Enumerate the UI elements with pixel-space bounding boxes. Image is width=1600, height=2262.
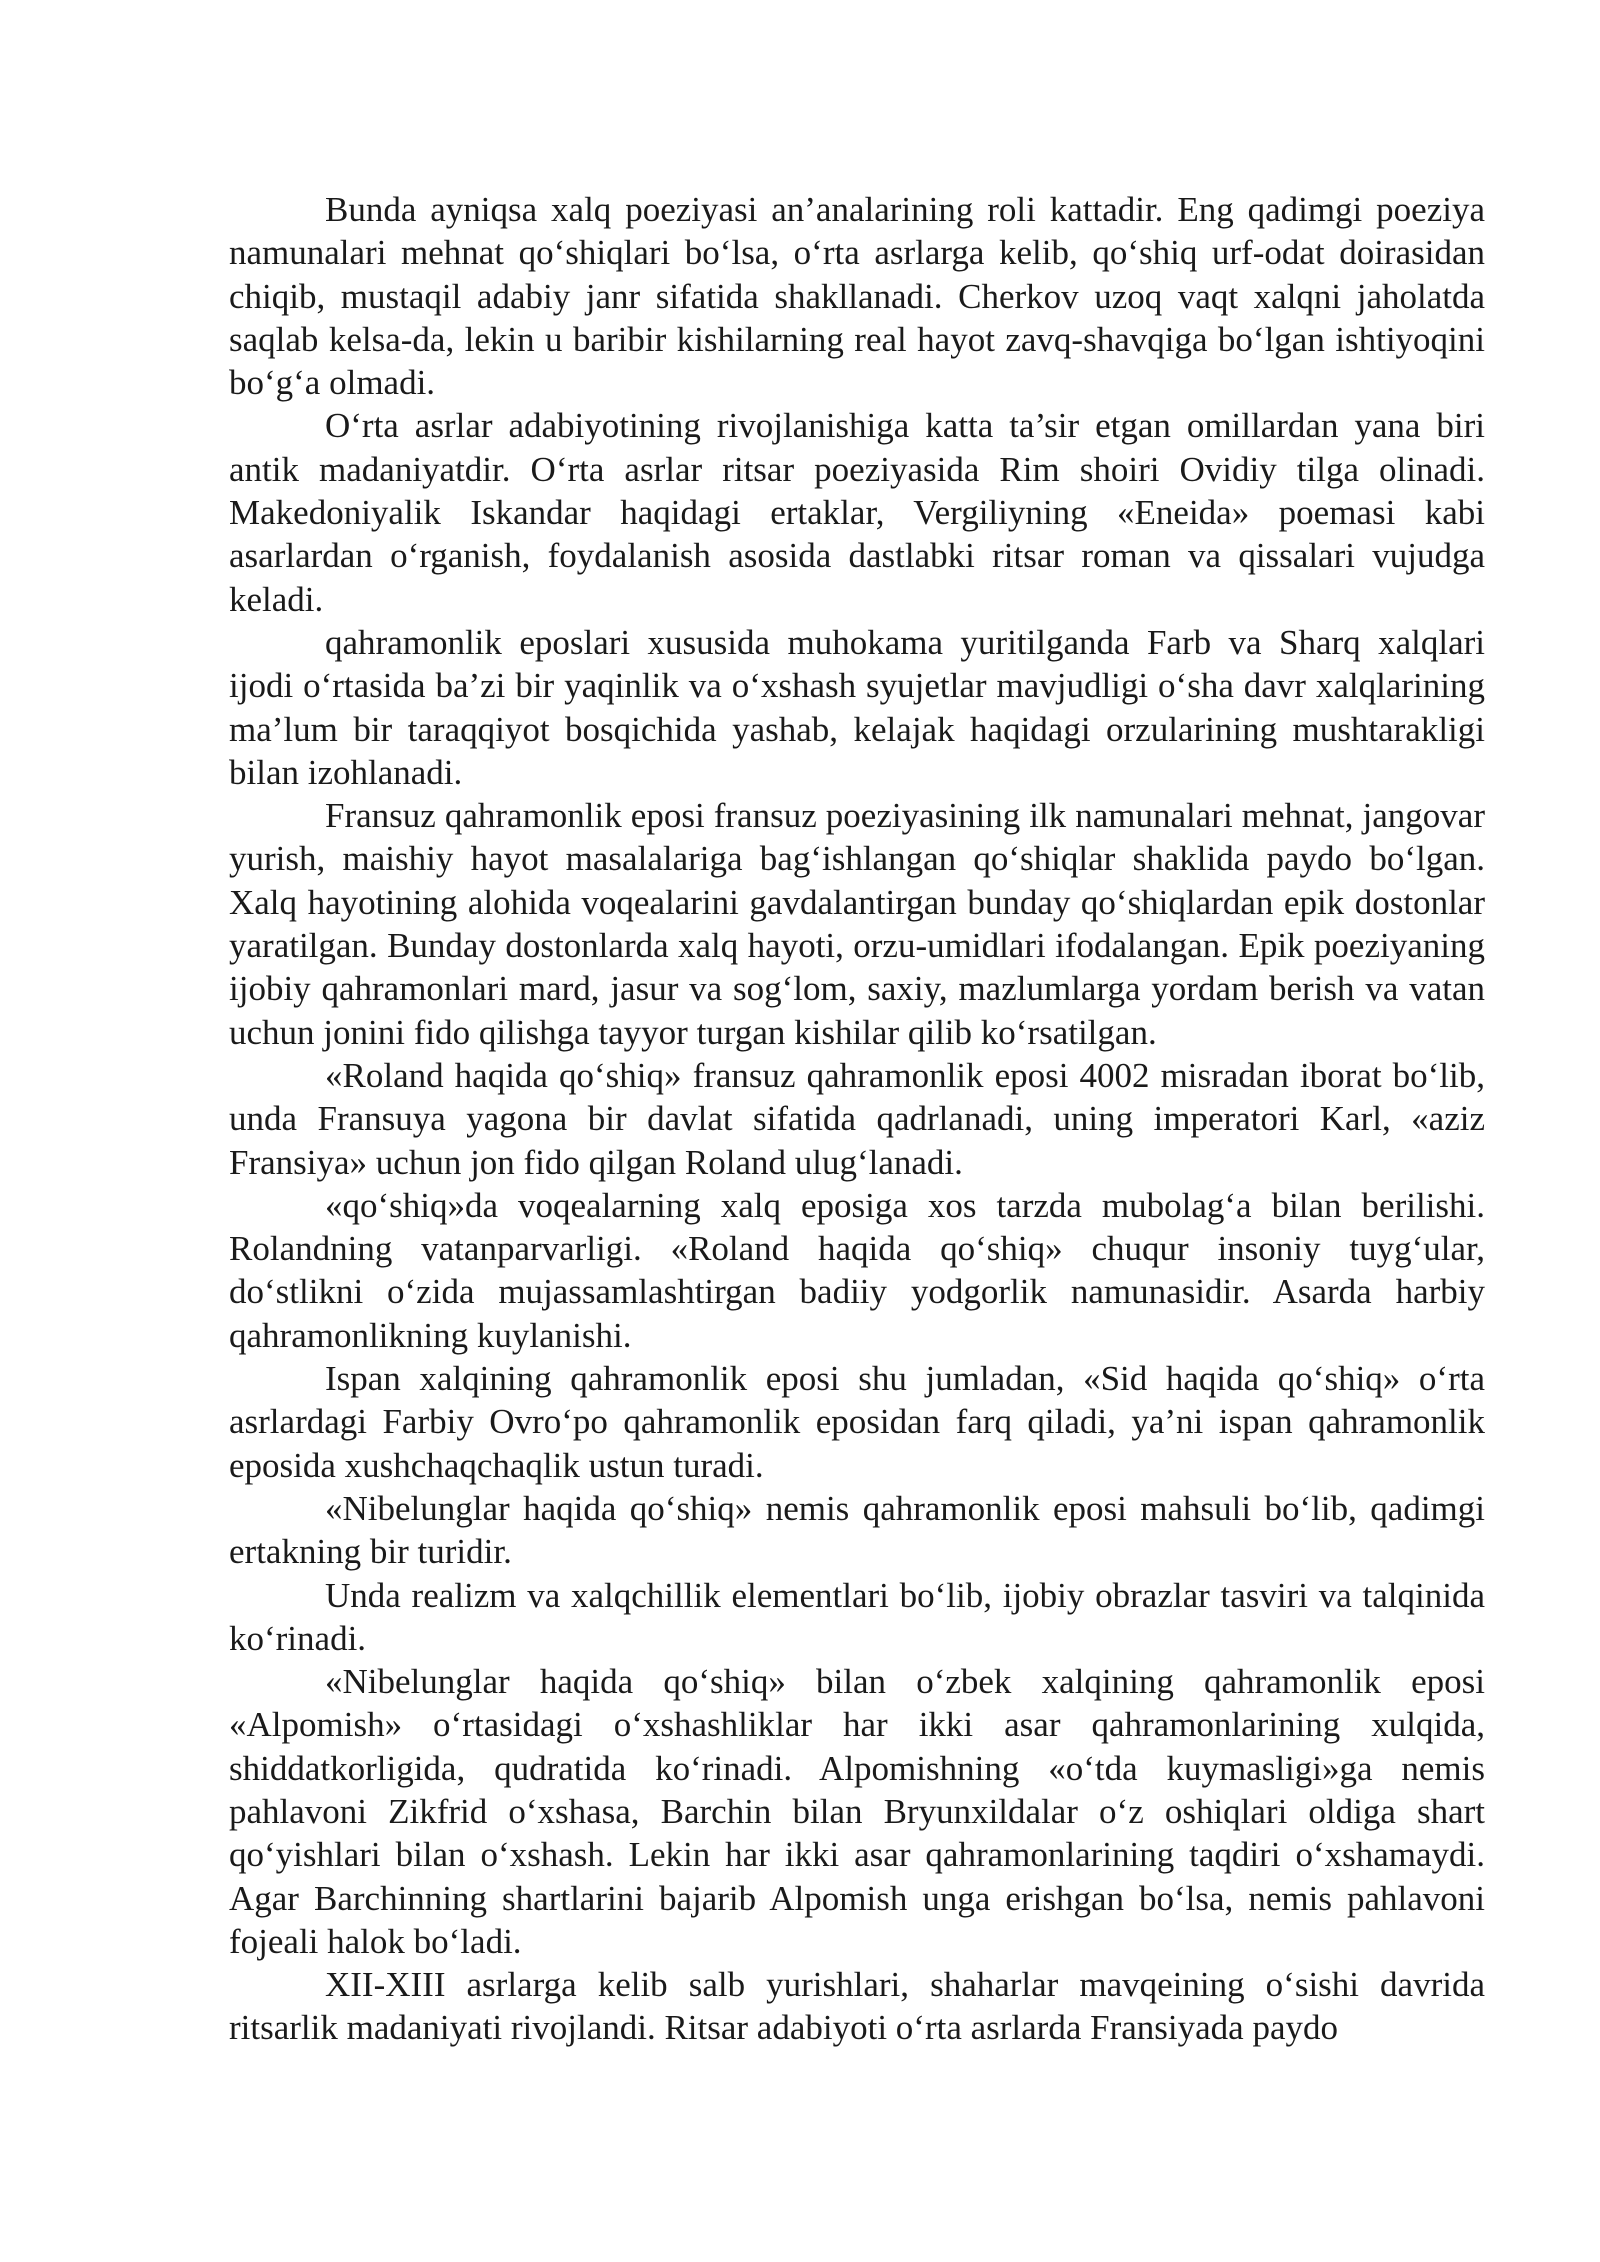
paragraph-4: Fransuz qahramonlik eposi fransuz poeziyasining ilk namunalari mehnat, jangovar yurish, maishiy hayot masalalariga bag‘ishlangan qo‘shiqlar shaklida paydo bo‘lgan. Xalq hayotining alohida voqealarini gavdalantirgan bunday qo‘shiqlardan epik dostonlar yaratilgan. Bunday dostonlarda xalq hayoti, orzu-umidlari ifodalangan. Epik poeziyaning ijobiy qahramonlari mard, jasur va sog‘lom, saxiy, mazlumlarga yordam berish va vatan uchun jonini fido qilishga tayyor turgan kishilar qilib ko‘rsatilgan.: [229, 796, 1485, 1052]
paragraph-5: «Roland haqida qo‘shiq» fransuz qahramonlik eposi 4002 misradan iborat bo‘lib, unda Fransuya yagona bir davlat sifatida qadrlanadi, uning imperatori Karl, «aziz Fransiya» uchun jon fido qilgan Roland ulug‘lanadi.: [229, 1055, 1485, 1182]
paragraph-1: Bunda ayniqsa xalq poeziyasi an’analarining roli kattadir. Eng qadimgi poeziya namunalari mehnat qo‘shiqlari bo‘lsa, o‘rta asrlarga kelib, qo‘shiq urf-odat doirasidan chiqib, mustaqil adabiy janr sifatida shakllanadi. Cherkov uzoq vaqt xalqni jaholatda saqlab kelsa-da, lekin u baribir kishilarning real hayot zavq-shavqiga bo‘lgan ishtiyoqini bo‘g‘a olmadi.: [229, 190, 1485, 403]
paragraph-2: O‘rta asrlar adabiyotining rivojlanishiga katta ta’sir etgan omillardan yana biri antik madaniyatdir. O‘rta asrlar ritsar poeziyasida Rim shoiri Ovidiy tilga olinadi. Makedoniyalik Iskandar haqidagi ertaklar, Vergiliyning «Eneida» poemasi kabi asarlardan o‘rganish, foydalanish asosida dastlabki ritsar roman va qissalari vujudga keladi.: [229, 406, 1485, 619]
paragraph-7: Ispan xalqining qahramonlik eposi shu jumladan, «Sid haqida qo‘shiq» o‘rta asrlardagi Farbiy Ovro‘po qahramonlik eposidan farq qiladi, ya’ni ispan qahramonlik eposida xushchaqchaqlik ustun turadi.: [229, 1359, 1485, 1485]
paragraph-10: «Nibelunglar haqida qo‘shiq» bilan o‘zbek xalqining qahramonlik eposi «Alpomish» o‘rtasidagi o‘xshashliklar har ikki asar qahramonlarining xulqida, shiddatkorligida, qudratida ko‘rinadi. Alpomishning «o‘tda kuymasligi»ga nemis pahlavoni Zikfrid o‘xshasa, Barchin bilan Bryunxildalar o‘z oshiqlari oldiga shart qo‘yishlari bilan o‘xshash. Lekin har ikki asar qahramonlarining taqdiri o‘xshamaydi. Agar Barchinning shartlarini bajarib Alpomish unga erishgan bo‘lsa, nemis pahlavoni fojeali halok bo‘ladi.: [229, 1662, 1485, 1961]
document-page: [229, 188, 1485, 2050]
paragraph-9: Unda realizm va xalqchillik elementlari bo‘lib, ijobiy obrazlar tasviri va talqinida ko‘rinadi.: [229, 1575, 1485, 1658]
paragraph-3: qahramonlik eposlari xususida muhokama yuritilganda Farb va Sharq xalqlari ijodi o‘rtasida ba’zi bir yaqinlik va o‘xshash syujetlar mavjudligi o‘sha davr xalqlarining ma’lum bir taraqqiyot bosqichida yashab, kelajak haqidagi orzularining mushtarakligi bilan izohlanadi.: [229, 622, 1485, 792]
paragraph-8: «Nibelunglar haqida qo‘shiq» nemis qahramonlik eposi mahsuli bo‘lib, qadimgi ertakning bir turidir.: [229, 1488, 1485, 1572]
paragraph-11: XII-XIII asrlarga kelib salb yurishlari, shaharlar mavqeining o‘sishi davrida ritsarlik madaniyati rivojlandi. Ritsar adabiyoti o‘rta asrlarda Fransiyada paydo: [229, 1965, 1485, 2048]
paragraph-6: «qo‘shiq»da voqealarning xalq eposiga xos tarzda mubolag‘a bilan berilishi. Rolandning vatanparvarligi. «Roland haqida qo‘shiq» chuqur insoniy tuyg‘ular, do‘stlikni o‘zida mujassamlashtirgan badiiy yodgorlik namunasidir. Asarda harbiy qahramonlikning kuylanishi.: [229, 1185, 1485, 1355]
